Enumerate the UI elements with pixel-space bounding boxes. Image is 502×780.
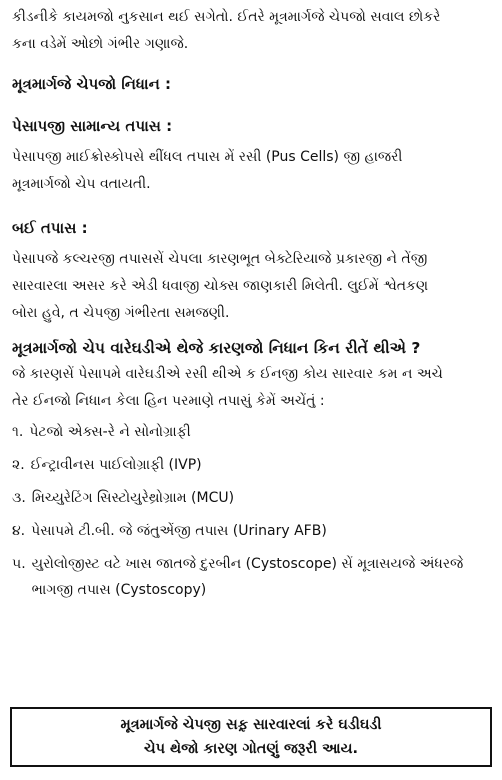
other-tests-line-1: પેસાપજે કલ્ચરજી તપાસસેં ચેપલા કારણભૂત બેક્ટેરિયાજે પ્રકારજી ને તેંજી: [12, 251, 428, 267]
tests-list: [12, 419, 492, 603]
intro-line-1: કીડનીકે કાયમજો નુકસાન થઈ સગેતો. ઈતરે મૂત્રમાર્ગજે ચેપજો સવાલ છોકરે: [12, 9, 441, 25]
list-item-number: ૧.: [12, 424, 24, 440]
note-line-2: ચેપ થેજો કારણ ગોતણું જરૂરી આય.: [143, 741, 358, 757]
list-item-text: ઈન્ટ્રાવીનસ પાઈલોગ્રાફી (IVP): [30, 457, 202, 473]
list-item-number: ૪.: [12, 523, 26, 539]
other-tests-heading: બઈ તપાસ :: [12, 219, 88, 237]
list-item-text: પેટજો એક્સ-રે ને સોનોગ્રાફી: [29, 424, 191, 440]
list-item: [12, 551, 492, 603]
list-item-number: ૫.: [12, 556, 26, 572]
list-item: [12, 419, 492, 445]
urine-test-line-2: મૂત્રમાર્ગજો ચેપ વતાયતી.: [12, 176, 151, 192]
cause-section-line-2: તેર ઈનજો નિધાન કેલા હિન પરમાણે તપાસું કેમેં અચેંતું :: [12, 393, 325, 409]
cause-section-heading: મૂત્રમાર્ગજો ચેપ વારેઘડીએ થેજે કારણજો નિધાન કિન રીતેં થીએ ?: [12, 339, 421, 357]
list-item-number: ૩.: [12, 490, 26, 506]
list-item-number: ૨.: [12, 457, 25, 473]
urine-test-heading: પેસાપજી સામાન્ય તપાસ :: [12, 117, 173, 135]
list-item: [12, 518, 492, 544]
important-note-box: [10, 707, 492, 767]
note-line-1: મૂત્રમાર્ગજે ચેપજી સફ઼ સારવારલાં કરે ઘડીઘડી: [120, 717, 382, 733]
other-tests-line-3: બોરા હુવે, ત ચેપજી ગંભીરતા સમજણી.: [12, 305, 230, 321]
cause-section-line-1: જે કારણસેં પેસાપમે વારેઘડીએ રસી થીએ ક ઈનજી કોય સારવાર કમ ન અચે: [12, 366, 443, 382]
list-item-text: પેસાપમે ટી.બી. જે જંતુએંજી તપાસ (Urinary AFB): [31, 523, 327, 539]
intro-line-2: કના વડેમેં ઓછો ગંભીર ગણાજે.: [12, 36, 189, 52]
diagnosis-heading: મૂત્રમાર્ગજે ચેપજો નિધાન :: [12, 75, 171, 93]
list-item: [12, 485, 492, 511]
list-item-text: યુરોલોજીસ્ટ વટે ખાસ જાતજે દુરબીન (Cystoscope) સેં મૂત્રાસયજે અંધરજે ભાગજી તપાસ (Cystoscopy): [31, 556, 464, 598]
list-item-text: મિચ્યુરેટિંગ સિસ્ટોયુરેથ્રોગ્રામ (MCU): [31, 490, 235, 506]
urine-test-line-1: પેસાપજી માઈક્રોસ્કોપસે થીંધલ તપાસ મેં રસી (Pus Cells) જી હાજરી: [12, 149, 403, 165]
list-item: [12, 452, 492, 478]
other-tests-line-2: સારવારલા અસર કરે એડી ધવાજી ચોક્સ જાણકારી મિલેતી. લુઈમેં શ્વેતકણ: [12, 278, 429, 294]
